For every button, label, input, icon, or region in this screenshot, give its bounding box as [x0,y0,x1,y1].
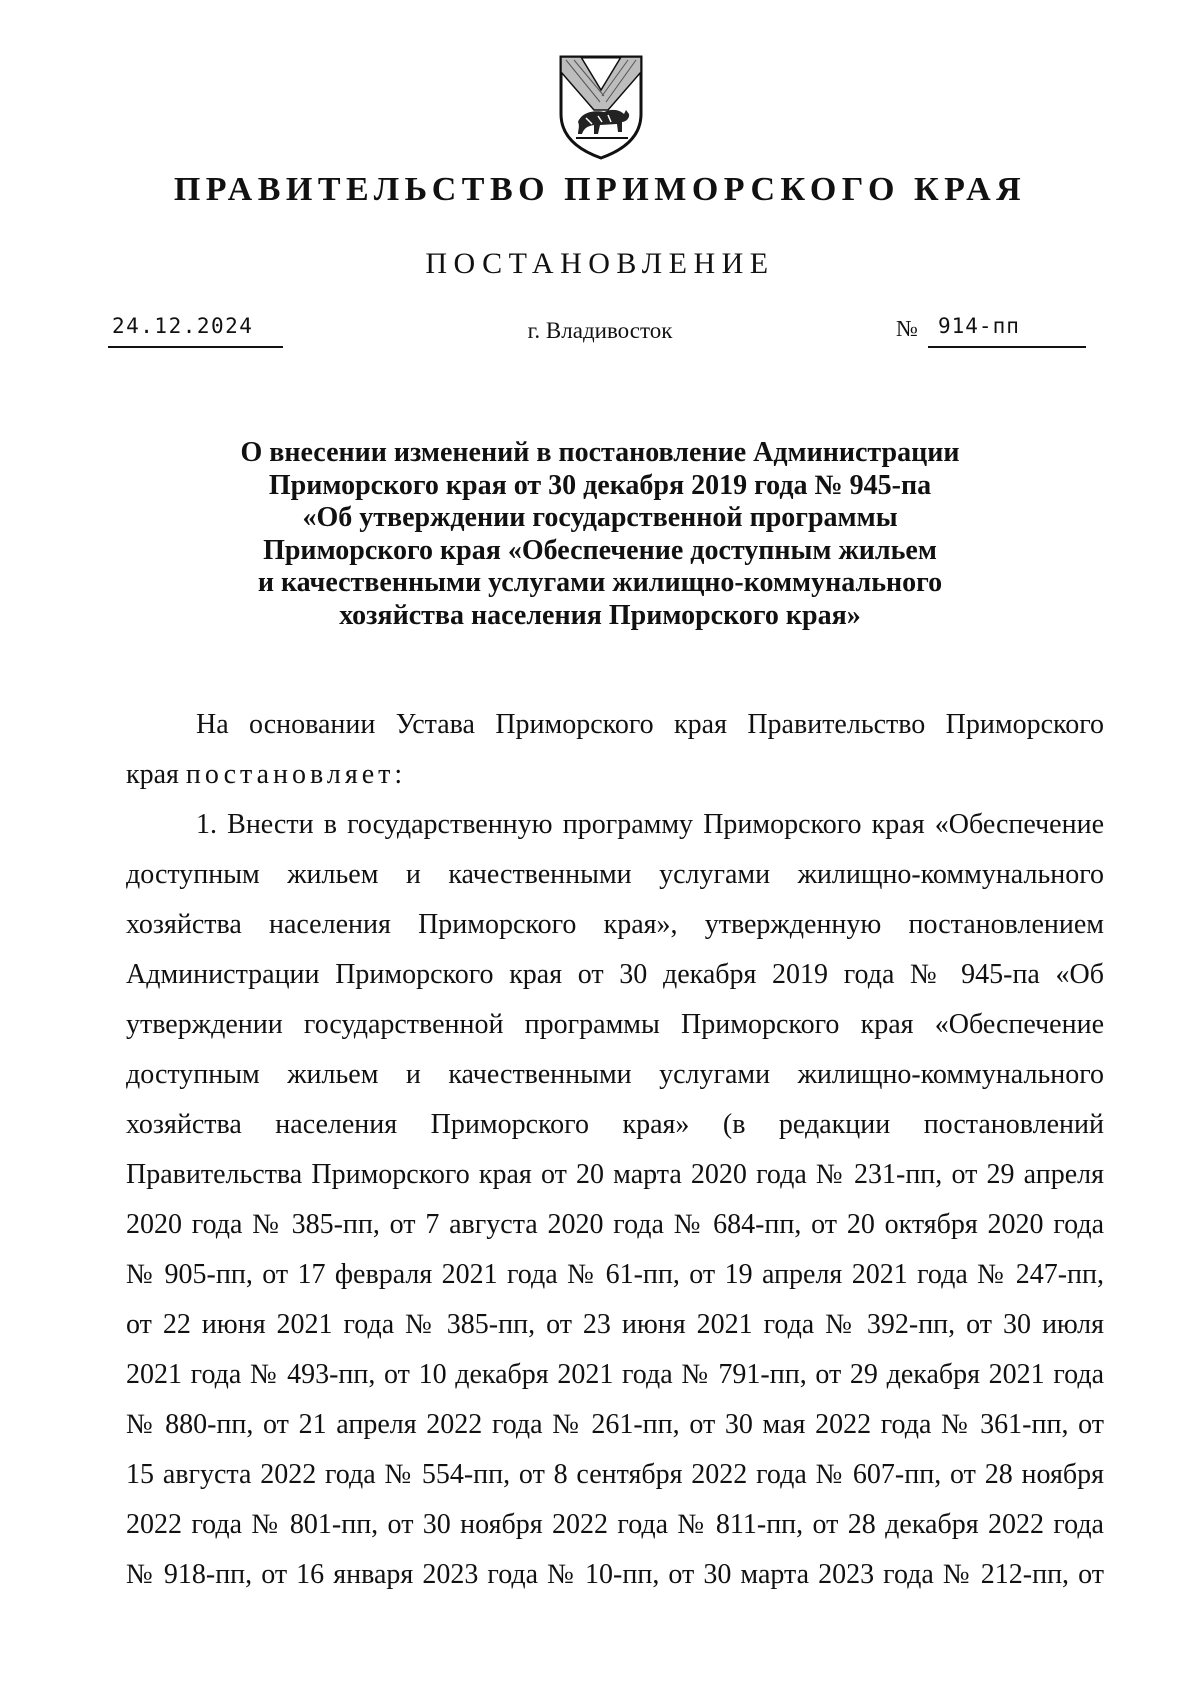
body-line: доступным жильем и качественными услугами жилищно-коммунального [126,859,1104,890]
body-line: 15 августа 2022 года № 554-пп, от 8 сентября 2022 года № 607-пп, от 28 ноября [126,1459,1104,1490]
body-line: от 22 июня 2021 года № 385-пп, от 23 июня 2021 года № 392-пп, от 30 июля [126,1309,1104,1340]
body-line: Правительства Приморского края от 20 марта 2020 года № 231-пп, от 29 апреля [126,1159,1104,1190]
city-label: г. Владивосток [527,318,673,343]
subject-line: Приморского края от 30 декабря 2019 года № 945-па [268,469,932,501]
coat-of-arms-icon [556,52,646,162]
body-line: Администрации Приморского края от 30 декабря 2019 года № 945-па «Об [126,959,1104,990]
document-subject [150,437,1050,632]
subject-line: Приморского края «Обеспечение доступным жильем [263,534,937,566]
subject-line: О внесении изменений в постановление Администрации [240,437,960,468]
subject-line: и качественными услугами жилищно-коммунального [257,567,943,598]
body-line: 2021 года № 493-пп, от 10 декабря 2021 года № 791-пп, от 29 декабря 2021 года [126,1359,1104,1390]
document-type: ПОСТАНОВЛЕНИЕ [425,247,775,280]
body-line: № 918-пп, от 16 января 2023 года № 10-пп, от 30 марта 2023 года № 212-пп, от [126,1559,1104,1590]
preamble-text: края [126,759,186,790]
document-date: 24.12.2024 [112,314,254,338]
document-body [126,700,1104,1600]
preamble-line: На основании Устава Приморского края Правительство Приморского [196,709,1104,740]
body-line: 2020 года № 385-пп, от 7 августа 2020 года № 684-пп, от 20 октября 2020 года [126,1209,1104,1240]
body-line: хозяйства населения Приморского края», утвержденную постановлением [126,909,1104,940]
body-line: № 880-пп, от 21 апреля 2022 года № 261-пп, от 30 мая 2022 года № 361-пп, от [126,1409,1104,1440]
subject-line: хозяйства населения Приморского края» [339,599,861,631]
decree-verb: постановляет: [185,759,407,790]
subject-line: «Об утверждении государственной программы [302,502,898,533]
coat-of-arms-emblem [556,52,646,162]
preamble-line [126,750,1104,800]
body-line: 2022 года № 801-пп, от 30 ноября 2022 года № 811-пп, от 28 декабря 2022 года [126,1509,1104,1540]
body-line: № 905-пп, от 17 февраля 2021 года № 61-пп, от 19 апреля 2021 года № 247-пп, [126,1259,1104,1290]
number-underline [928,312,1086,348]
number-sign: № [896,316,918,341]
body-line: хозяйства населения Приморского края» (в редакции постановлений [126,1109,1104,1140]
body-line: утверждении государственной программы Приморского края «Обеспечение [126,1009,1104,1040]
number-field [896,312,1090,348]
body-line: доступным жильем и качественными услугами жилищно-коммунального [126,1059,1104,1090]
government-title: ПРАВИТЕЛЬСТВО ПРИМОРСКОГО КРАЯ [173,171,1027,208]
body-line: 1. Внести в государственную программу Приморского края «Обеспечение [196,809,1104,840]
document-number: 914-пп [938,314,1020,338]
